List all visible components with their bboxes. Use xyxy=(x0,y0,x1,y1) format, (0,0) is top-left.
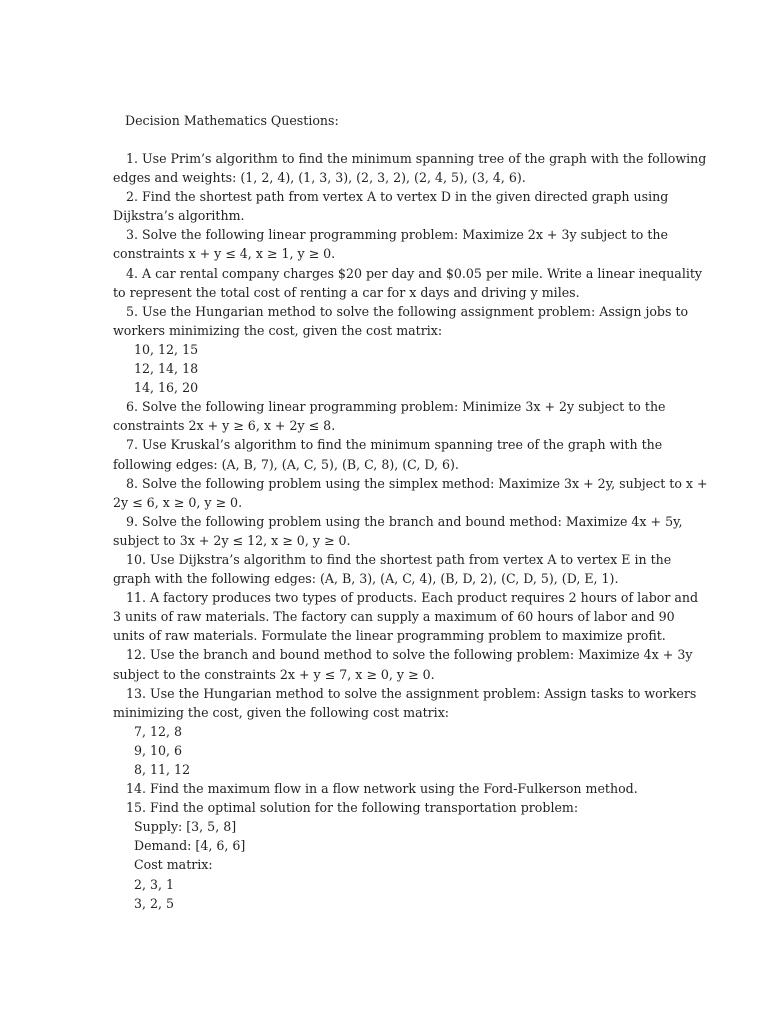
text-line: workers minimizing the cost, given the cost matrix: xyxy=(113,322,443,338)
text-line: 9. Solve the following problem using the branch and bound method: Maximize 4x + 5y, xyxy=(126,513,683,529)
document-title: Decision Mathematics Questions: xyxy=(125,113,339,128)
text-line: constraints x + y ≤ 4, x ≥ 1, y ≥ 0. xyxy=(113,246,336,262)
text-line: 3. Solve the following linear programming problem: Maximize 2x + 3y subject to the xyxy=(126,227,668,243)
text-line: 7. Use Kruskal’s algorithm to find the minimum spanning tree of the graph with the xyxy=(126,437,663,453)
text-line: 3 units of raw materials. The factory can supply a maximum of 60 hours of labor and 90 xyxy=(113,609,675,625)
text-line: 11. A factory produces two types of products. Each product requires 2 hours of labor and xyxy=(126,590,699,606)
text-line: 9, 10, 6 xyxy=(134,742,183,758)
text-line: Supply: [3, 5, 8] xyxy=(134,819,237,835)
text-line: to represent the total cost of renting a car for x days and driving y miles. xyxy=(113,284,580,300)
text-line: 2. Find the shortest path from vertex A to vertex D in the given directed graph using xyxy=(126,189,669,205)
text-line: 12, 14, 18 xyxy=(134,361,199,377)
text-line: graph with the following edges: (A, B, 3), (A, C, 4), (B, D, 2), (C, D, 5), (D, E, 1). xyxy=(113,571,619,587)
text-line: Cost matrix: xyxy=(134,857,213,873)
text-line: units of raw materials. Formulate the linear programming problem to maximize profit. xyxy=(113,628,666,644)
text-line: edges and weights: (1, 2, 4), (1, 3, 3), (2, 3, 2), (2, 4, 5), (3, 4, 6). xyxy=(113,170,526,186)
text-line: Dijkstra’s algorithm. xyxy=(113,208,245,224)
text-line: Demand: [4, 6, 6] xyxy=(134,838,246,854)
text-line: 1. Use Prim’s algorithm to find the minimum spanning tree of the graph with the following xyxy=(126,151,707,166)
text-line: 5. Use the Hungarian method to solve the following assignment problem: Assign jobs to xyxy=(126,303,689,319)
text-line: 6. Solve the following linear programming problem: Minimize 3x + 2y subject to the xyxy=(126,399,666,415)
text-line: minimizing the cost, given the following cost matrix: xyxy=(113,704,450,720)
text-line: 14. Find the maximum flow in a flow network using the Ford-Fulkerson method. xyxy=(126,781,638,797)
text-line: 3, 2, 5 xyxy=(134,895,175,911)
text-line: 8. Solve the following problem using the simplex method: Maximize 3x + 2y, subject to x + xyxy=(126,475,708,491)
text-line: 14, 16, 20 xyxy=(134,380,199,396)
questions-body xyxy=(113,149,708,913)
text-line: 10, 12, 15 xyxy=(134,341,199,357)
text-line: 10. Use Dijkstra’s algorithm to find the shortest path from vertex A to vertex E in the xyxy=(126,551,672,567)
text-line: 8, 11, 12 xyxy=(134,762,191,777)
text-line: 7, 12, 8 xyxy=(134,723,183,739)
text-line: 13. Use the Hungarian method to solve the assignment problem: Assign tasks to workers xyxy=(126,685,697,701)
text-line: 12. Use the branch and bound method to solve the following problem: Maximize 4x + 3y xyxy=(126,647,693,663)
text-line: 2, 3, 1 xyxy=(134,876,175,892)
text-line: 2y ≤ 6, x ≥ 0, y ≥ 0. xyxy=(113,494,243,510)
text-line: subject to the constraints 2x + y ≤ 7, x ≥ 0, y ≥ 0. xyxy=(113,666,435,682)
text-line: 15. Find the optimal solution for the following transportation problem: xyxy=(126,800,579,816)
text-line: constraints 2x + y ≥ 6, x + 2y ≤ 8. xyxy=(113,418,336,434)
text-line: 4. A car rental company charges $20 per day and $0.05 per mile. Write a linear inequality xyxy=(126,265,703,281)
text-line: following edges: (A, B, 7), (A, C, 5), (B, C, 8), (C, D, 6). xyxy=(113,456,459,472)
text-line: subject to 3x + 2y ≤ 12, x ≥ 0, y ≥ 0. xyxy=(113,532,351,548)
